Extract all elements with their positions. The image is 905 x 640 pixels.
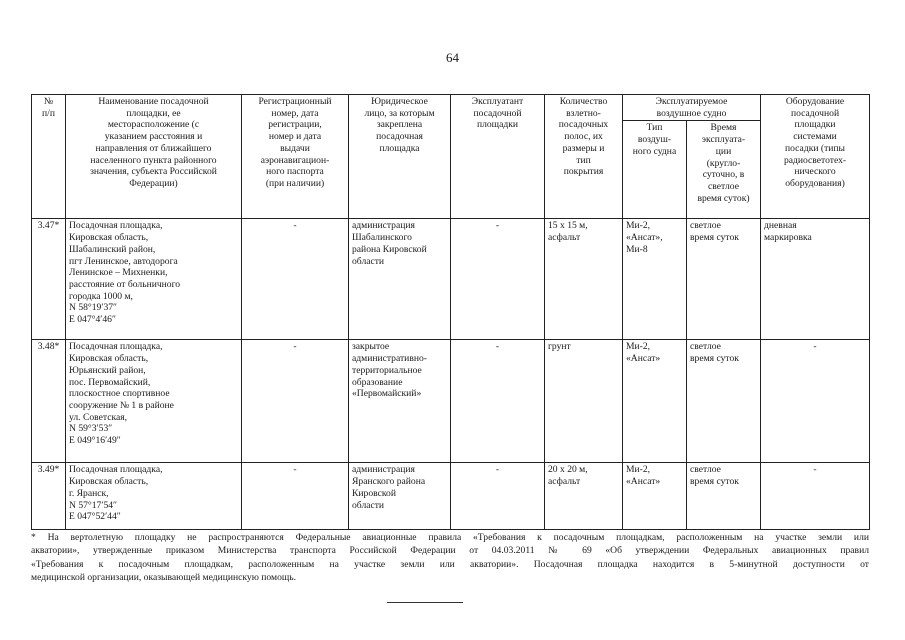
header-aircraft-group — [623, 95, 761, 121]
text-line: плоскостное спортивное — [69, 388, 170, 400]
text-line: Ми-2, — [626, 220, 651, 232]
landing-sites-table — [31, 94, 870, 530]
cell-name — [66, 463, 242, 530]
text-line: ного паспорта — [266, 166, 324, 178]
text-line: Количество — [559, 96, 608, 107]
cell-operator: - — [451, 219, 545, 340]
cell-num: 3.48* — [32, 340, 66, 463]
table-header — [32, 95, 870, 219]
footnote-line: * На вертолетную площадку не распространяются Федеральные авиационные правила «Требования к посадочным площадкам, расположенным на участке земли или — [31, 532, 869, 543]
text-line: (кругло- — [706, 157, 741, 169]
text-line: E 047°4′46″ — [69, 314, 116, 326]
text-line: Кировской — [352, 487, 396, 499]
footnote — [31, 531, 869, 584]
cell-operator: - — [451, 340, 545, 463]
text-line: Посадочная площадка, — [69, 341, 163, 353]
text-line: лицо, за которым — [364, 107, 435, 119]
text-line: Шабалинский район, — [69, 243, 156, 255]
text-line: Время — [710, 122, 737, 134]
footnote-line: акватории», утвержденные приказом Министерства транспорта Российской Федерации от 04.03.2011 № 69 «Об утверждении Федеральных авиационных правил — [31, 545, 869, 557]
text-line: N 58°19′37″ — [69, 302, 118, 314]
text-line: района Кировской — [352, 243, 427, 255]
table-body — [32, 219, 870, 530]
text-line: администрация — [352, 464, 415, 476]
cell-runways — [545, 219, 623, 340]
text-line: светлое — [690, 464, 721, 476]
text-line: асфальт — [548, 232, 581, 244]
text-line: Юрьянский район, — [69, 364, 146, 376]
text-line: Ми-8 — [626, 243, 648, 255]
cell-num: 3.49* — [32, 463, 66, 530]
cell-name — [66, 340, 242, 463]
text-line: нического — [794, 166, 836, 178]
footnote-line: медицинской организации, оказывающей медицинскую помощь. — [31, 571, 297, 583]
text-line: суточно, в — [702, 169, 745, 181]
text-line: площадки — [794, 119, 836, 131]
text-line: - — [813, 341, 817, 353]
text-line: Юридическое — [371, 96, 428, 107]
text-line: посадочная — [376, 131, 423, 143]
text-line: сооружение № 1 в районе — [69, 399, 174, 411]
text-line: Кировская область, — [69, 353, 149, 365]
text-line: оборудования) — [785, 177, 845, 189]
text-line: Кировская область, — [69, 232, 149, 244]
text-line: площадка — [379, 142, 420, 154]
text-line: пос. Первомайский, — [69, 376, 151, 388]
header-equipment — [761, 95, 870, 219]
text-line: «Ансат», — [626, 232, 663, 244]
text-line: грунт — [548, 341, 571, 353]
text-line: Наименование посадочной — [98, 96, 209, 107]
text-line: время суток — [690, 232, 739, 244]
text-line: время суток) — [697, 192, 750, 204]
text-line: посадочной — [790, 107, 840, 119]
text-line: маркировка — [764, 232, 812, 244]
text-line: образование — [352, 376, 403, 388]
text-line: эксплуата- — [701, 134, 746, 146]
header-name — [66, 95, 242, 219]
table-row — [32, 219, 870, 340]
text-line: посадочных — [558, 119, 609, 131]
text-line: тип — [576, 154, 591, 166]
text-line: территориальное — [352, 364, 422, 376]
text-line: указанием расстояния и — [104, 131, 203, 143]
text-line: светлое — [690, 341, 721, 353]
text-line: Ми-2, — [626, 464, 651, 476]
text-line: 15 х 15 м, — [548, 220, 588, 232]
text-line: Эксплуатируемое — [655, 96, 728, 107]
cell-operator: - — [451, 463, 545, 530]
text-line: Тип — [646, 122, 663, 134]
text-line: расстояние от больничного — [69, 278, 181, 290]
text-line: покрытия — [563, 166, 604, 178]
text-line: Эксплуатант — [471, 96, 524, 107]
header-num — [32, 95, 66, 219]
text-line: месторасположение (с — [107, 119, 200, 131]
cell-equipment — [761, 463, 870, 530]
text-line: полос, их — [564, 131, 603, 143]
cell-aircraft-type — [623, 340, 687, 463]
text-line: размеры и — [562, 142, 605, 154]
text-line: Посадочная площадка, — [69, 464, 163, 476]
text-line: площадки, ее — [126, 107, 181, 119]
text-line: ции — [715, 145, 732, 157]
text-line: области — [352, 499, 385, 511]
text-line: 20 х 20 м, — [548, 464, 588, 476]
text-line: населенного пункта районного — [90, 154, 217, 166]
text-line: Яранского района — [352, 476, 426, 488]
text-line: время суток — [690, 353, 739, 365]
cell-equipment — [761, 219, 870, 340]
text-line: - — [813, 464, 817, 476]
text-line: Ми-2, — [626, 341, 651, 353]
header-registration — [242, 95, 349, 219]
text-line: направления от ближайшего — [95, 142, 212, 154]
text-line: Ленинское – Михненки, — [69, 267, 168, 279]
text-line: области — [352, 255, 385, 267]
cell-runways — [545, 340, 623, 463]
text-line: ул. Советская, — [69, 411, 128, 423]
table-row — [32, 340, 870, 463]
cell-legal-entity — [349, 463, 451, 530]
cell-registration: - — [242, 219, 349, 340]
text-line: пгт Ленинское, автодорога — [69, 255, 178, 267]
text-line: Шабалинского — [352, 232, 412, 244]
cell-legal-entity — [349, 219, 451, 340]
text-line: значения, субъекта Российской — [90, 166, 217, 178]
text-line: светлое — [708, 180, 739, 192]
text-line: Федерации) — [129, 177, 178, 189]
text-line: административно- — [352, 353, 427, 365]
cell-registration: - — [242, 340, 349, 463]
text-line: «Ансат» — [626, 353, 661, 365]
header-operator — [451, 95, 545, 219]
cell-registration: - — [242, 463, 349, 530]
text-line: воздуш- — [637, 134, 672, 146]
text-line: Оборудование — [785, 96, 845, 107]
text-line: Регистрационный — [258, 96, 332, 107]
text-line: номер и дата — [268, 131, 322, 143]
closing-rule — [387, 602, 463, 603]
text-line: радиосветотех- — [783, 154, 847, 166]
cell-aircraft-type — [623, 219, 687, 340]
text-line: воздушное судно — [656, 107, 727, 119]
text-line: выдачи — [280, 142, 310, 154]
text-line: г. Яранск, — [69, 487, 109, 499]
cell-operating-time — [687, 463, 761, 530]
text-line: аэронавигацион- — [260, 154, 330, 166]
cell-operating-time — [687, 340, 761, 463]
text-line: взлетно- — [566, 107, 601, 119]
header-legal-entity — [349, 95, 451, 219]
text-line: светлое — [690, 220, 721, 232]
text-line: «Ансат» — [626, 476, 661, 488]
text-line: дневная — [764, 220, 797, 232]
page-number: 64 — [446, 50, 459, 65]
text-line: «Первомайский» — [352, 388, 422, 400]
header-aircraft-type — [623, 121, 687, 219]
footnote-line: «Требования к посадочным площадкам, расположенным на участке земли или акватории». Посадочная площадка находится в 5-минутной доступности от — [31, 558, 869, 570]
cell-aircraft-type — [623, 463, 687, 530]
text-line: администрация — [352, 220, 415, 232]
cell-legal-entity — [349, 340, 451, 463]
cell-runways — [545, 463, 623, 530]
text-line: N 57°17′54″ — [69, 499, 118, 511]
text-line: системами — [793, 131, 837, 143]
text-line: ного судна — [632, 145, 677, 157]
text-line: асфальт — [548, 476, 581, 488]
text-line: закрытое — [352, 341, 390, 353]
text-line: посадочной — [473, 107, 522, 119]
text-line: регистрации, — [268, 119, 322, 131]
text-line: Кировская область, — [69, 476, 149, 488]
cell-equipment — [761, 340, 870, 463]
text-line: площадки — [476, 119, 519, 131]
table-row — [32, 463, 870, 530]
text-line: E 047°52′44″ — [69, 511, 121, 523]
text-line: N 59°3′53″ — [69, 423, 113, 435]
text-line: городка 1000 м, — [69, 290, 133, 302]
text-line: (при наличии) — [265, 177, 325, 189]
text-line: Посадочная площадка, — [69, 220, 163, 232]
text-line: время суток — [690, 476, 739, 488]
text-line: E 049°16′49″ — [69, 435, 121, 447]
cell-num: 3.47* — [32, 219, 66, 340]
header-runways — [545, 95, 623, 219]
text-line: п/п — [42, 107, 55, 119]
cell-operating-time — [687, 219, 761, 340]
cell-name — [66, 219, 242, 340]
text-line: номер, дата — [271, 107, 319, 119]
text-line: № — [43, 96, 54, 107]
text-line: посадки (типы — [785, 142, 845, 154]
header-operating-time — [687, 121, 761, 219]
text-line: закреплена — [376, 119, 423, 131]
